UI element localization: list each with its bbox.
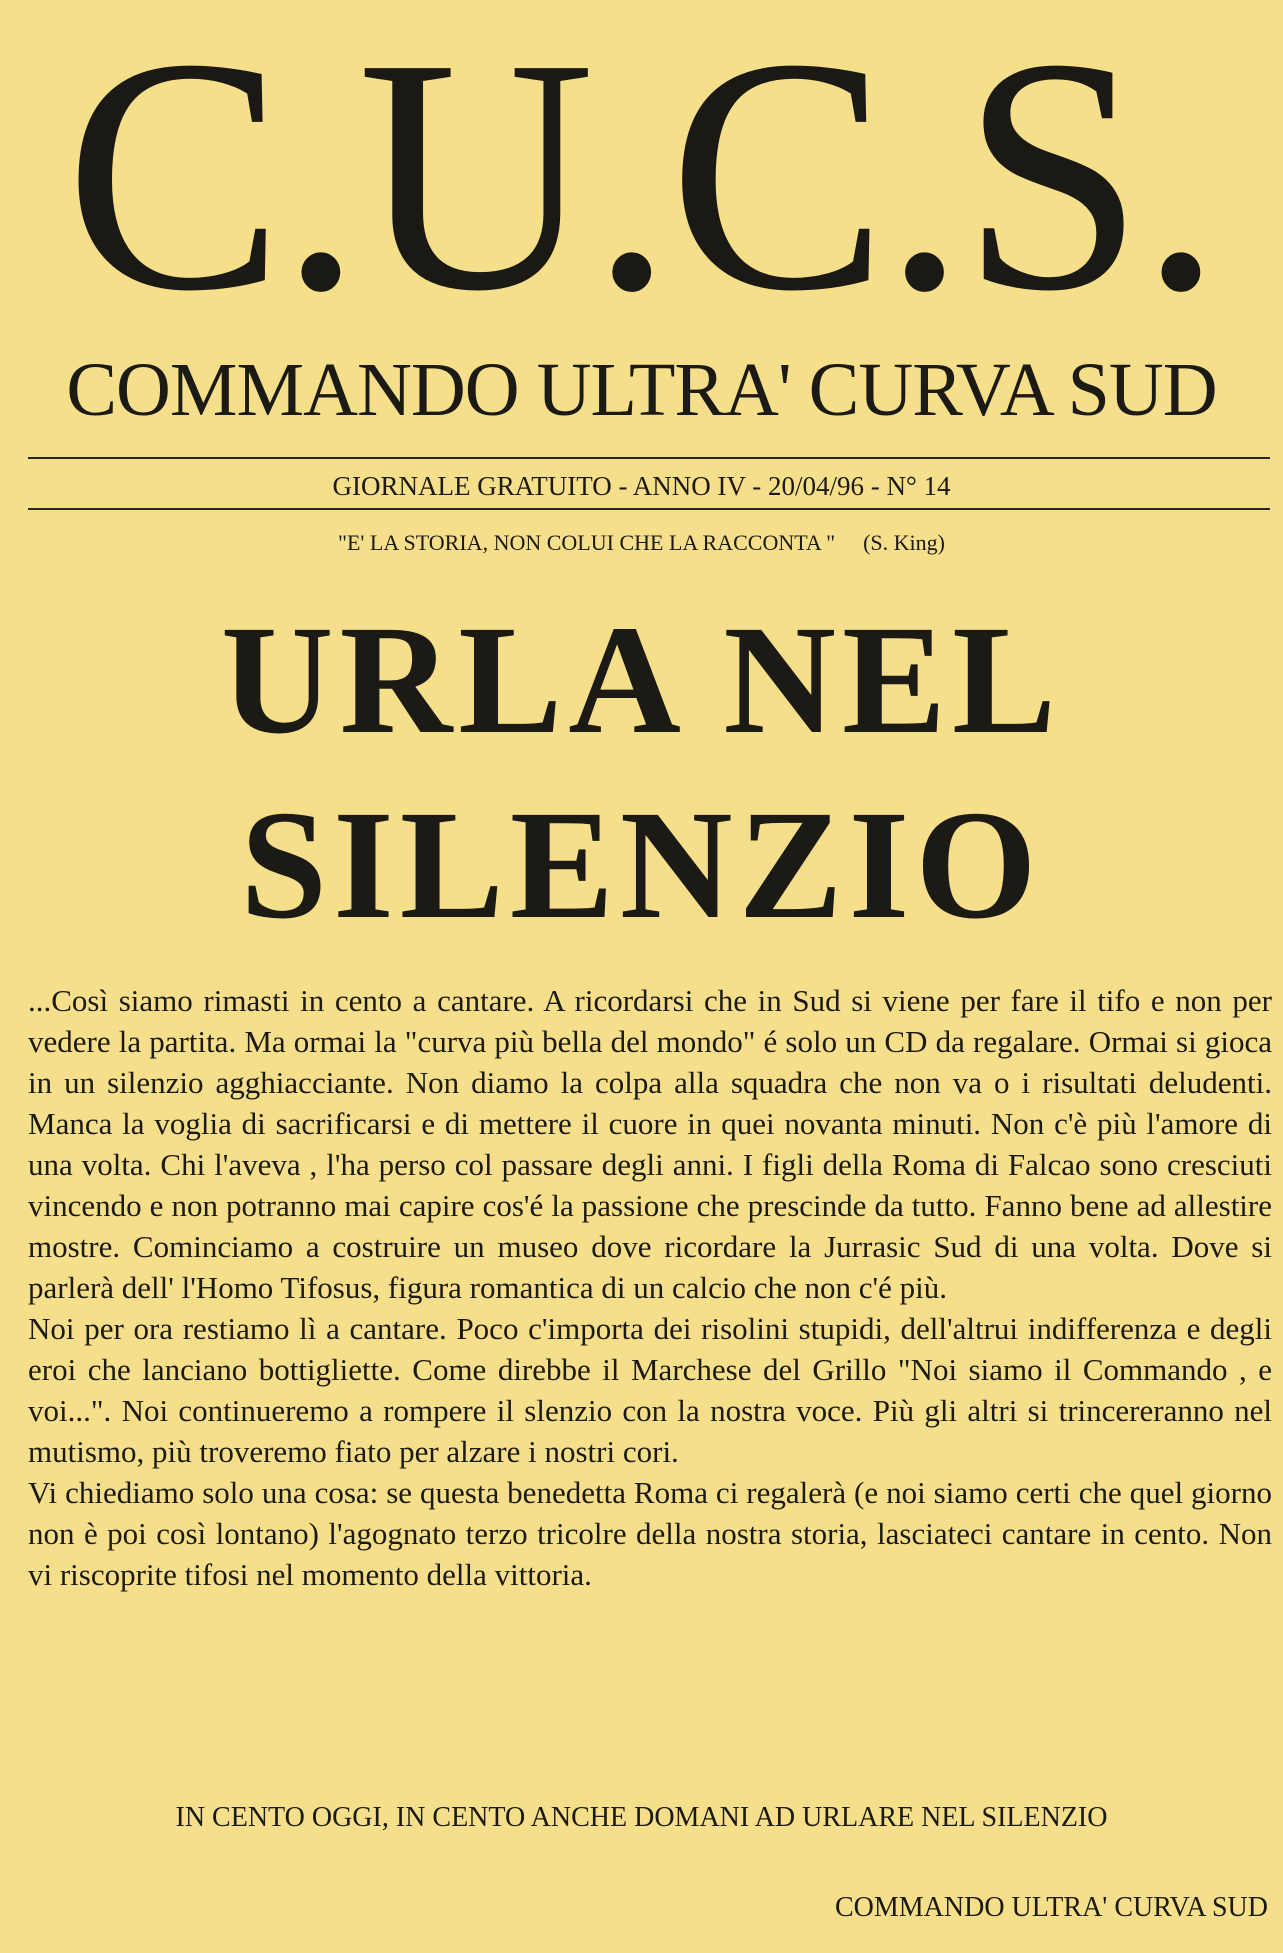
- epigraph: [0, 528, 1283, 558]
- masthead-title: C.U.C.S.: [65, 0, 1218, 360]
- top-divider: [28, 457, 1270, 459]
- issue-line: GIORNALE GRATUITO - ANNO IV - 20/04/96 - N° 14: [332, 471, 951, 501]
- masthead-subtitle: COMMANDO ULTRA' CURVA SUD: [66, 348, 1217, 432]
- epigraph-author: (S. King): [863, 530, 945, 555]
- epigraph-text: "E' LA STORIA, NON COLUI CHE LA RACCONTA ": [338, 530, 836, 555]
- article-paragraph: ...Così siamo rimasti in cento a cantare. A ricordarsi che in Sud si viene per fare il tifo e non per vedere la partita. Ma ormai la "curva più bella del mondo" é solo un CD da regalare. Ormai si gioca in un silenzio agghiacciante. Non diamo la colpa alla squadra che non va o i risultati deludenti. Manca la voglia di sacrificarsi e di mettere il cuore in quei novanta minuti. Non c'è più l'amore di una volta. Chi l'aveva , l'ha perso col passare degli anni. I figli della Roma di Falcao sono cresciuti vincendo e non potranno mai capire cos'é la passione che prescinde da tutto. Fanno bene ad allestire mostre. Cominciamo a costruire un museo dove ricordare la Jurrasic Sud di una volta. Dove si parlerà dell' l'Homo Tifosus, figura romantica di un calcio che non c'é più.: [28, 983, 1272, 1305]
- article-paragraph: Noi per ora restiamo lì a cantare. Poco c'importa dei risolini stupidi, dell'altrui indifferenza e degli eroi che lanciano bottigliette. Come direbbe il Marchese del Grillo "Noi siamo il Commando , e voi...". Noi continueremo a rompere il slenzio con la nostra voce. Più gli altri si trincereranno nel mutismo, più troveremo fiato per alzare i nostri cori.: [28, 1311, 1272, 1469]
- signature: COMMANDO ULTRA' CURVA SUD: [834, 1892, 1268, 1923]
- article-paragraph: Vi chiediamo solo una cosa: se questa benedetta Roma ci regalerà (e noi siamo certi che quel giorno non è poi così lontano) l'agognato terzo tricolre della nostra storia, lasciateci cantare in cento. Non vi riscoprite tifosi nel momento della vittoria.: [28, 1475, 1272, 1592]
- article-body: [28, 980, 1272, 1595]
- headline-line-1: URLA NEL: [220, 593, 1063, 766]
- headline-line-2: SILENZIO: [240, 778, 1043, 951]
- closing-slogan: IN CENTO OGGI, IN CENTO ANCHE DOMANI AD URLARE NEL SILENZIO: [175, 1802, 1108, 1833]
- bottom-divider: [28, 508, 1270, 510]
